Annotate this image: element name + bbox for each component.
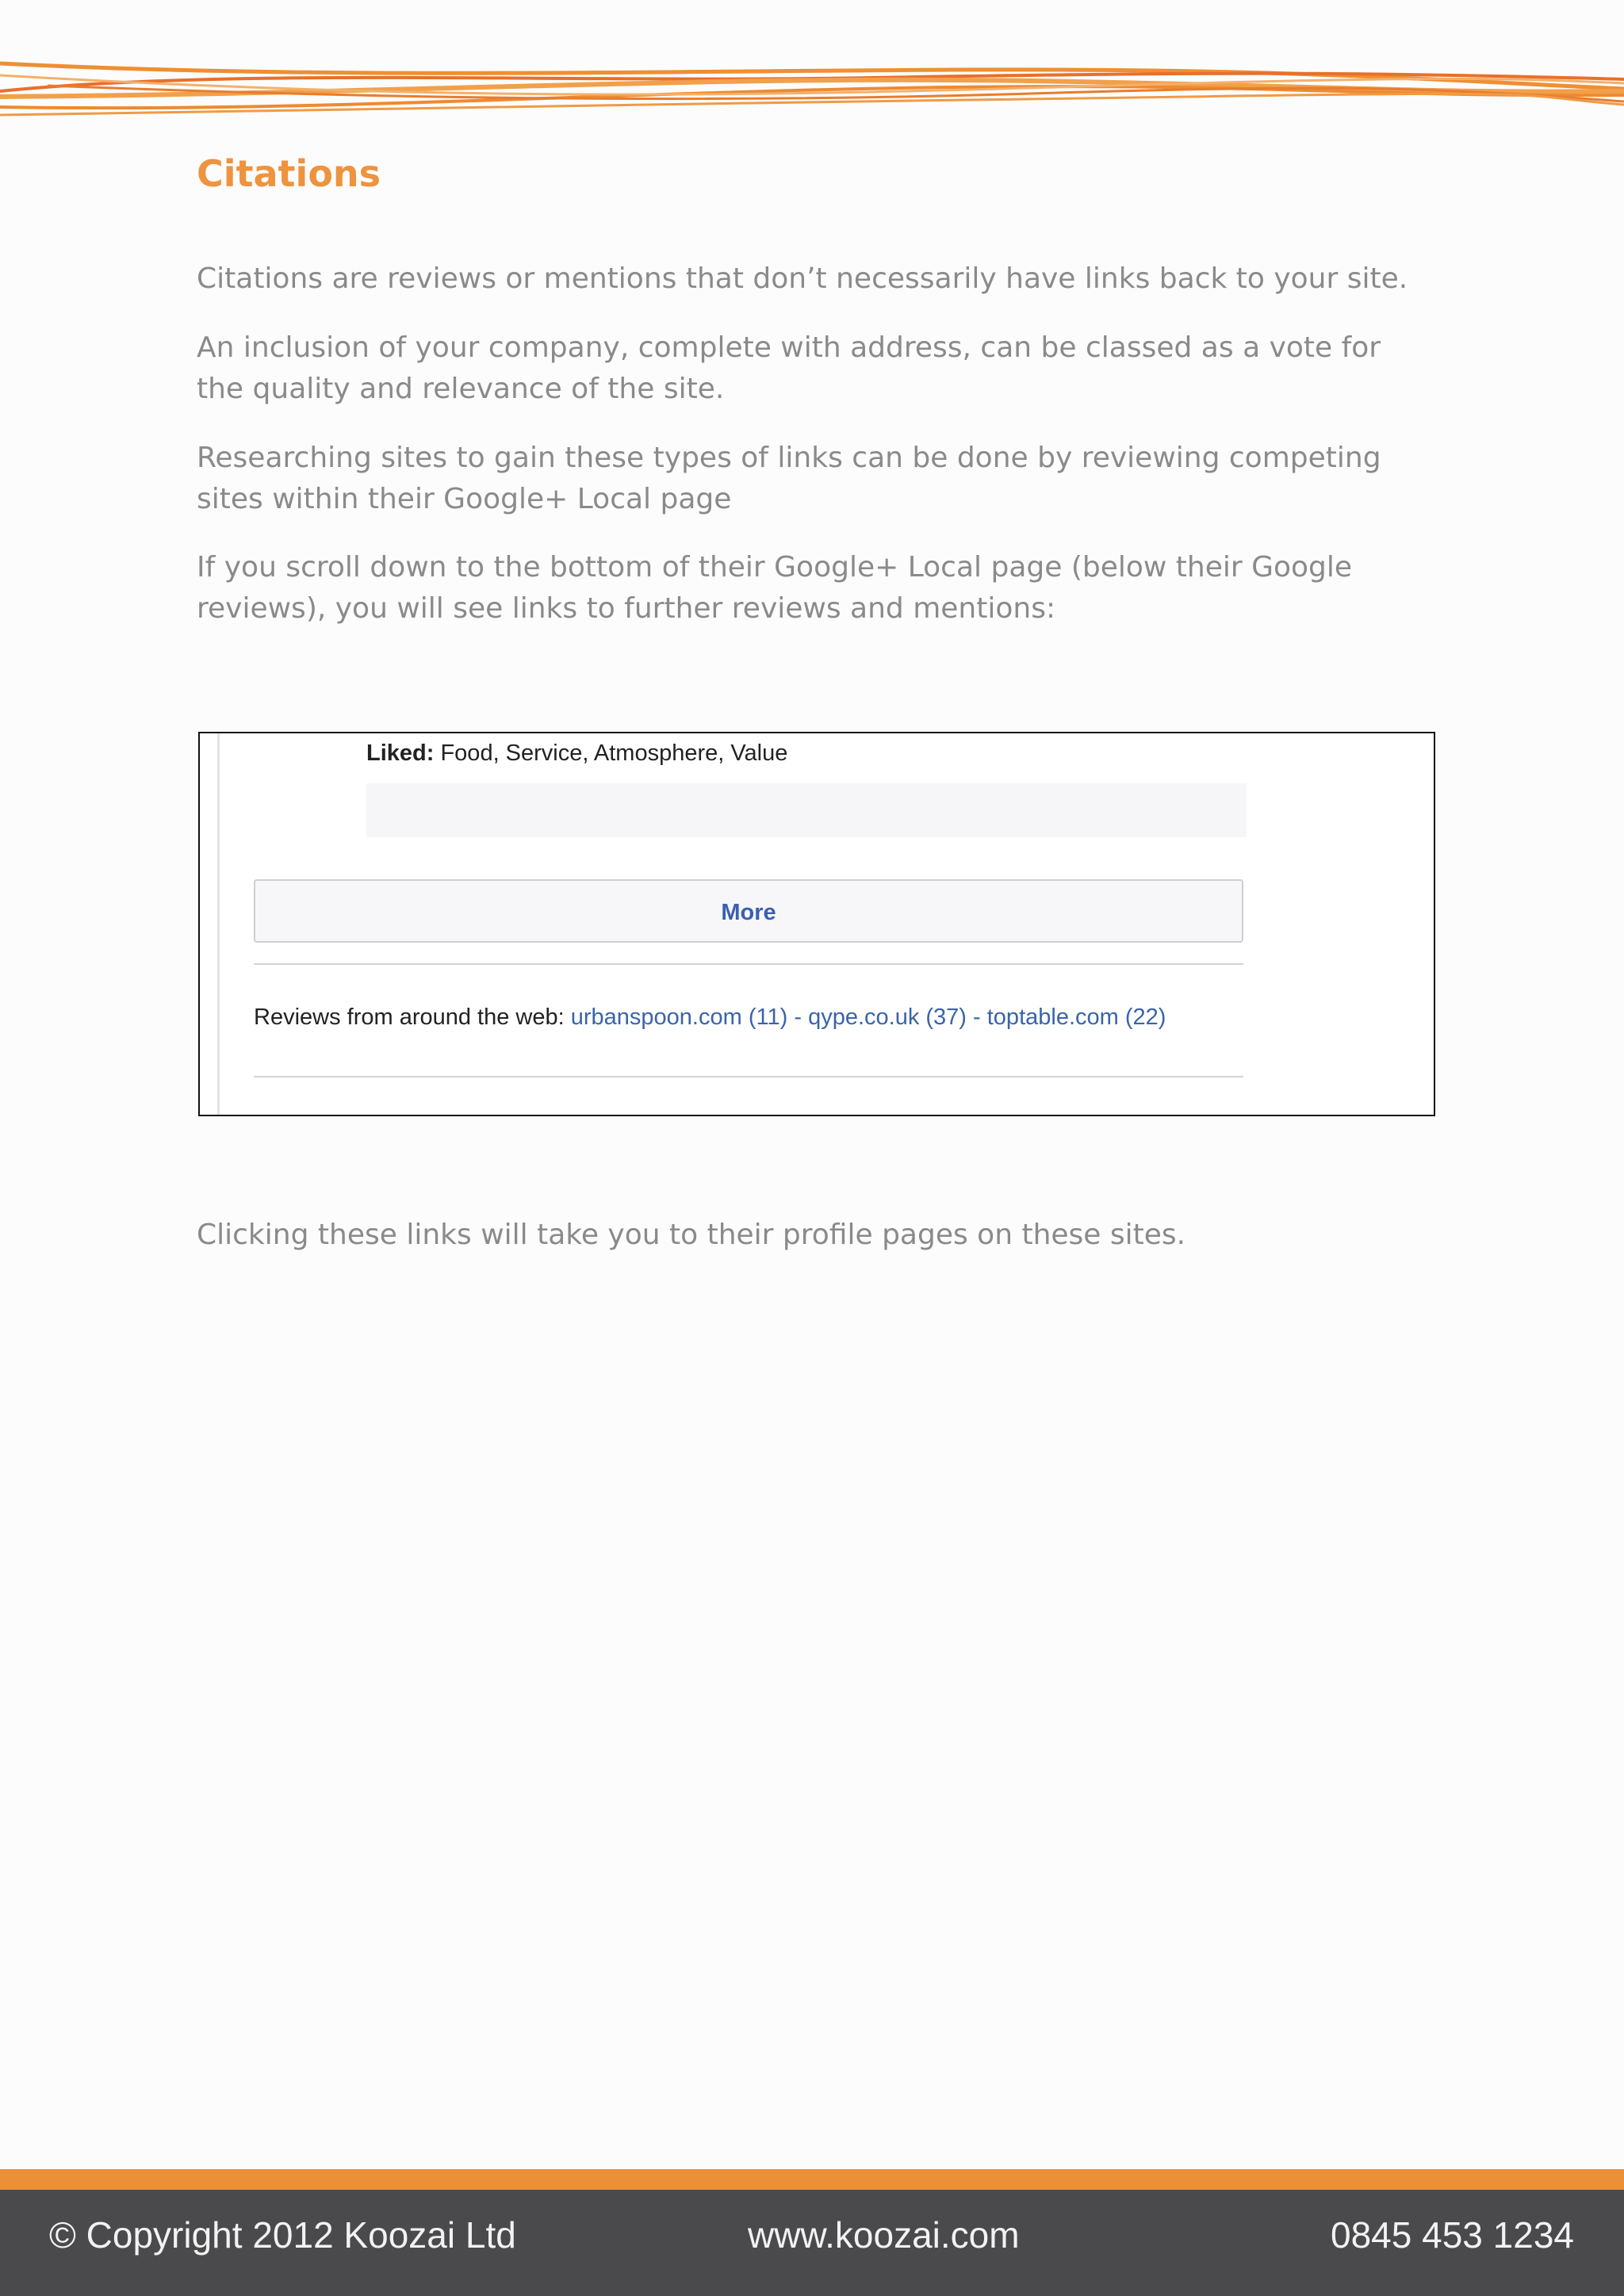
footer-phone: 0845 453 1234 — [1331, 2214, 1574, 2256]
divider-bottom — [254, 1076, 1243, 1077]
review-separator: - — [794, 1004, 802, 1030]
reviews-from-web — [254, 1004, 1166, 1031]
divider-top — [254, 963, 1243, 965]
reviews-prefix: Reviews from around the web: — [254, 1004, 565, 1030]
paragraph-scroll-down: If you scroll down to the bottom of their Google+ Local page (below their Google reviews), you will see links to further reviews and mentions: — [197, 551, 1353, 625]
page-title: Citations — [197, 152, 381, 195]
review-link-urbanspoon[interactable]: urbanspoon.com (11) — [570, 1004, 788, 1030]
liked-items: Food, Service, Atmosphere, Value — [440, 740, 788, 766]
review-link-qype[interactable]: qype.co.uk (37) — [808, 1004, 967, 1030]
paragraph-inclusion-vote: An inclusion of your company, complete with address, can be classed as a vote for the quality and relevance of the site. — [197, 331, 1381, 405]
header-swoosh-decoration — [0, 48, 1624, 127]
review-link-toptable[interactable]: toptable.com (22) — [986, 1004, 1166, 1030]
liked-line — [366, 740, 787, 767]
review-text-placeholder — [366, 783, 1247, 837]
footer — [0, 2190, 1624, 2296]
more-button[interactable]: More — [254, 879, 1243, 943]
footer-website: www.koozai.com — [748, 2214, 1020, 2256]
side-rail — [217, 733, 220, 1115]
footer-accent-stripe — [0, 2169, 1624, 2190]
paragraph-clicking-links: Clicking these links will take you to their profile pages on these sites. — [197, 1219, 1186, 1251]
liked-label: Liked: — [366, 740, 435, 766]
footer-copyright: © Copyright 2012 Koozai Ltd — [49, 2214, 516, 2256]
embedded-screenshot — [198, 732, 1435, 1116]
paragraph-citations-definition: Citations are reviews or mentions that don’t necessarily have links back to your site. — [197, 262, 1408, 295]
review-separator: - — [973, 1004, 981, 1030]
paragraph-researching-sites: Researching sites to gain these types of links can be done by reviewing competing sites within their Google+ Local page — [197, 442, 1381, 515]
